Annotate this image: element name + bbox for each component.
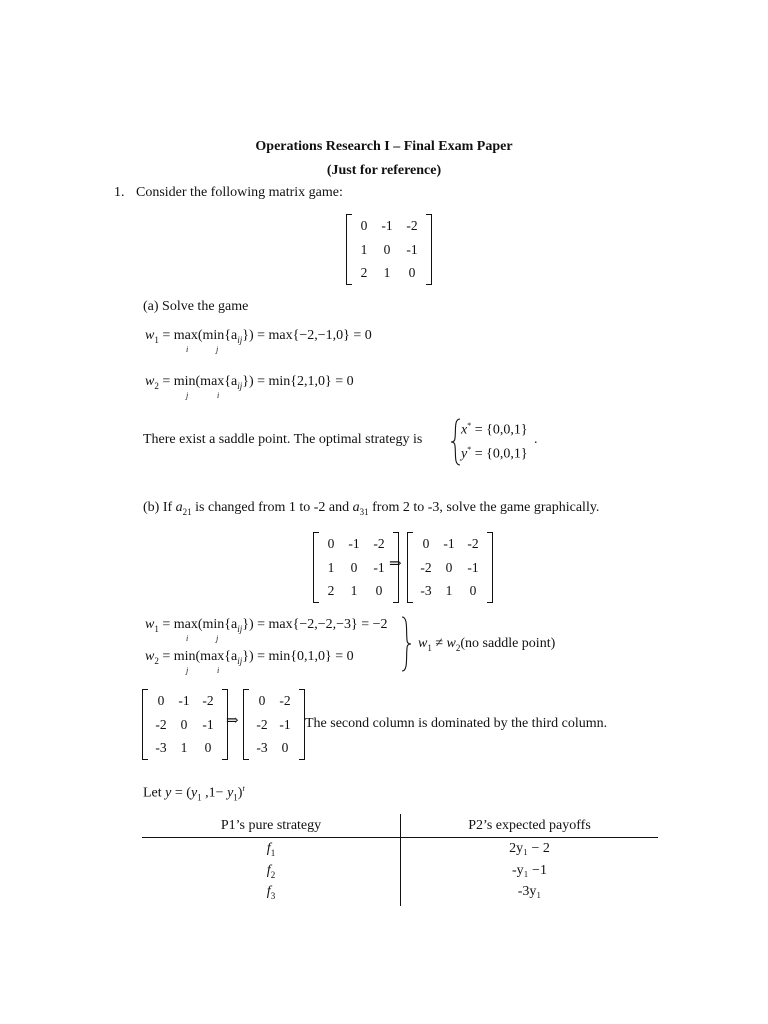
matrix-c1-cells: [148, 689, 222, 760]
matrix-cell: 1: [360, 241, 368, 257]
w-not-equal: $w_1 \ne w_2(no$ saddle point): [418, 636, 556, 653]
doc-title: Operations Research I – Final Exam Paper: [255, 139, 513, 154]
w2-a-expr: = min(max{a: [162, 374, 238, 389]
matrix-cell: -3: [256, 740, 268, 755]
matrix-cell: -2: [155, 716, 167, 732]
matrix-cell: 0: [204, 740, 212, 755]
w1-equation-a: $w_1 = \max(\min\{a_{ij}\}) = \max\{-2,-1,0\} = 0$: [145, 328, 372, 345]
strategy-f3: $f_3$: [266, 884, 276, 901]
matrix-cell: 1: [180, 740, 188, 755]
matrix-cell: -1: [467, 559, 479, 575]
subscript-j: j: [186, 666, 189, 675]
matrix-cell: 0: [281, 740, 289, 755]
w2-equation-a: $w_2 = \min(\max\{a_{ij}\}) = \min\{2,1,0\} = 0$: [145, 374, 354, 391]
matrix-cell: 0: [327, 536, 335, 551]
matrix-cell: 0: [157, 693, 165, 708]
x-star-value: = {0,0,1}: [474, 422, 528, 438]
matrix-b2: [407, 532, 493, 603]
matrix-cell: -2: [420, 559, 432, 575]
matrix-c2: [243, 689, 305, 760]
question-number: 1.: [114, 185, 125, 200]
matrix-cell: 1: [350, 583, 358, 598]
part-b-text: (b) If $a_{21}$ is changed from 1 to -2 and $a_{31}$ from 2 to -3, solve the game graphically.: [143, 500, 600, 517]
matrix-cell: 0: [445, 559, 453, 575]
matrix-cell: -1: [381, 218, 393, 233]
matrix-cell: 0: [408, 265, 416, 280]
w2-equation-b: $w_2 = \min(\max\{a_{ij}\}) = \min\{0,1,0\} = 0$: [145, 649, 354, 666]
saddle-text: There exist a saddle point. The optimal strategy is: [143, 432, 423, 447]
matrix-b1-cells: [319, 532, 393, 603]
part-b-mid2: from 2 to -3, solve the game graphically.: [372, 500, 600, 515]
x-star: x* = {0,0,1}: [461, 421, 528, 438]
w2-b-tail: }) = min{0,1,0} = 0: [242, 649, 354, 664]
part-b-mid1: is changed from 1 to -2 and: [195, 500, 350, 515]
subscript-i: i: [217, 666, 220, 675]
matrix-a: [346, 214, 432, 285]
let-y: Let $y = (y_1$ $,1- y_1)^t$: [143, 784, 245, 803]
right-bracket: [426, 214, 432, 285]
matrix-cell: -2: [406, 218, 418, 233]
matrix-cell: 0: [180, 716, 188, 732]
matrix-cell: 1: [445, 583, 453, 598]
w1-b-expr: = max(min{a: [162, 617, 238, 632]
dominated-text: The second column is dominated by the third column.: [305, 716, 608, 731]
matrix-cell: 0: [469, 583, 477, 598]
table-header-strategy: P1’s pure strategy: [220, 818, 322, 833]
matrix-cell: -1: [279, 716, 291, 732]
subscript-i: i: [217, 391, 220, 400]
matrix-cell: 2: [327, 583, 335, 598]
matrix-a-cells: [352, 214, 426, 285]
matrix-cell: -2: [202, 693, 214, 708]
table-header-rule: [142, 837, 658, 838]
y-star-value: = {0,0,1}: [474, 446, 528, 462]
part-b-pre: (b) If: [143, 500, 173, 515]
w2-a-tail: }) = min{2,1,0} = 0: [242, 374, 354, 389]
subscript-i: i: [186, 634, 189, 643]
w1-b-tail: }) = max{−2,−2,−3} = −2: [242, 617, 388, 632]
payoff-f3: -3y₁: [517, 884, 542, 899]
matrix-cell: -1: [443, 536, 455, 551]
matrix-cell: 1: [383, 265, 391, 280]
matrix-cell: -1: [373, 559, 385, 575]
subscript-i: i: [186, 345, 189, 354]
part-a-label: (a) Solve the game: [143, 299, 249, 314]
w2-b-expr: = min(max{a: [162, 649, 238, 664]
payoff-f2: -y₁ −1: [512, 863, 547, 878]
matrix-cell: -1: [178, 693, 190, 708]
question-text: Consider the following matrix game:: [136, 185, 343, 200]
payoff-table: [142, 814, 658, 906]
matrix-cell: -2: [373, 536, 385, 551]
matrix-cell: 0: [360, 218, 368, 233]
matrix-cell: 1: [327, 559, 335, 575]
subscript-j: j: [186, 391, 189, 400]
right-bracket: [487, 532, 493, 603]
matrix-b1: [313, 532, 399, 603]
matrix-cell: -3: [155, 740, 167, 755]
w1-equation-b: $w_1 = \max(\min\{a_{ij}\}) = \max\{-2,-2,-3\} = -2$: [145, 617, 388, 634]
implies-arrow: ⇒: [389, 556, 402, 572]
matrix-cell: 0: [350, 559, 358, 575]
matrix-cell: -2: [467, 536, 479, 551]
w1-a-expr: = max(min{a: [162, 328, 238, 343]
doc-subtitle: (Just for reference): [326, 163, 442, 178]
matrix-c1: [142, 689, 228, 760]
y-star: y* = {0,0,1}: [461, 445, 528, 462]
implies-arrow: ⇒: [226, 713, 239, 729]
matrix-c2-cells: [249, 689, 299, 760]
let-word: Let: [143, 785, 162, 801]
matrix-cell: -1: [202, 716, 214, 732]
no-saddle-text: (no saddle point): [460, 636, 556, 651]
subscript-j: j: [216, 345, 219, 354]
matrix-cell: -3: [420, 583, 432, 598]
matrix-cell: 0: [258, 693, 266, 708]
matrix-cell: -2: [256, 716, 268, 732]
period: .: [534, 432, 538, 447]
strategy-f1: $f_1$: [266, 841, 276, 858]
right-curly-brace: [401, 616, 413, 672]
matrix-cell: 0: [375, 583, 383, 598]
matrix-cell: -2: [279, 693, 291, 708]
payoff-f1: 2y₁ − 2: [509, 841, 550, 856]
subscript-j: j: [216, 634, 219, 643]
matrix-cell: -1: [348, 536, 360, 551]
matrix-cell: 2: [360, 265, 368, 280]
matrix-b2-cells: [413, 532, 487, 603]
matrix-cell: 0: [422, 536, 430, 551]
matrix-cell: -1: [406, 241, 418, 257]
w1-a-tail: }) = max{−2,−1,0} = 0: [242, 328, 372, 343]
matrix-cell: 0: [383, 241, 391, 257]
strategy-f2: $f_2$: [266, 863, 276, 880]
table-header-payoffs: P2’s expected payoffs: [468, 818, 591, 833]
